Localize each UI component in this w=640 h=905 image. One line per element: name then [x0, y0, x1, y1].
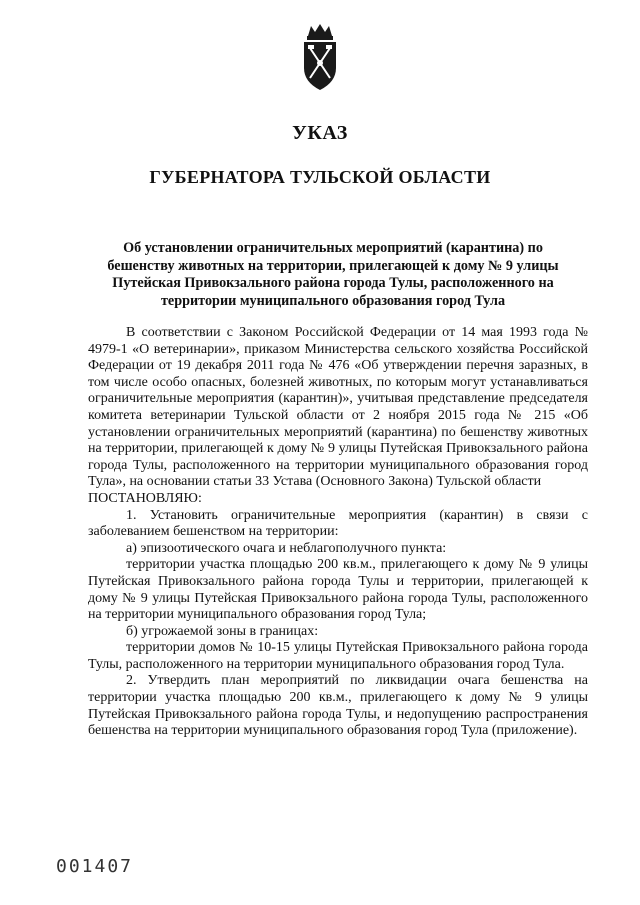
coat-of-arms-icon: [296, 22, 344, 92]
preamble-paragraph: В соответствии с Законом Российской Федерации от 14 мая 1993 года № 4979-1 «О ветеринарии», приказом Министерства сельского хозяйства Российской Федерации от 19 декабря 2011 года № 476 «Об утверждении перечня заразных, в том числе особо опасных, болезней животных, по которым могут устанавливаться ограничительные мероприятия (карантин)», учитывая представление председателя комитета ветеринарии Тульской области от 2 ноября 2015 года № 215 «Об установлении ограничительных мероприятий (карантина) по бешенству животных на территории, прилегающей к дому № 9 улицы Путейская Привокзального района города Тулы, расположенного на территории муниципального образования город Тула», на основании статьи 33 Устава (Основного Закона) Тульской области: [88, 325, 588, 490]
document-serial-number: 001407: [56, 856, 134, 877]
issuer-title: ГУБЕРНАТОРА ТУЛЬСКОЙ ОБЛАСТИ: [149, 167, 491, 187]
item-1b-heading: б) угрожаемой зоны в границах:: [126, 623, 319, 639]
item-1b-text: территории домов № 10-15 улицы Путейская Привокзального района города Тулы, расположенного на территории муниципального образования город Тула.: [88, 640, 588, 672]
decree-subject: Об установлении ограничительных мероприятий (карантина) по бешенству животных на территории, прилегающей к дому № 9 улицы Путейская Привокзального района города Тулы, расположенного на территории муниципального образования город Тула: [107, 240, 559, 309]
item-2: 2. Утвердить план мероприятий по ликвидации очага бешенства на территории участка площадью 200 кв.м., прилегающего к дому № 9 улицы Путейская Привокзального района города Тулы, и недопущению распространения бешенства на территории муниципального образования город Тула (приложение).: [88, 673, 588, 739]
decree-body: [88, 325, 588, 740]
decree-word: ПОСТАНОВЛЯЮ:: [88, 490, 202, 506]
item-1a-text: территории участка площадью 200 кв.м., прилегающего к дому № 9 улицы Путейская Привокзального района города Тулы и территории, прилегающей к дому № 9 улицы Путейская Привокзального района города Тулы, расположенного на территории муниципального образования город Тула;: [88, 557, 588, 623]
item-1a-heading: а) эпизоотического очага и неблагополучного пункта:: [126, 540, 447, 556]
document-type-title: УКАЗ: [292, 122, 348, 144]
item-1: 1. Установить ограничительные мероприятия (карантин) в связи с заболеванием бешенством на территории:: [88, 507, 588, 540]
